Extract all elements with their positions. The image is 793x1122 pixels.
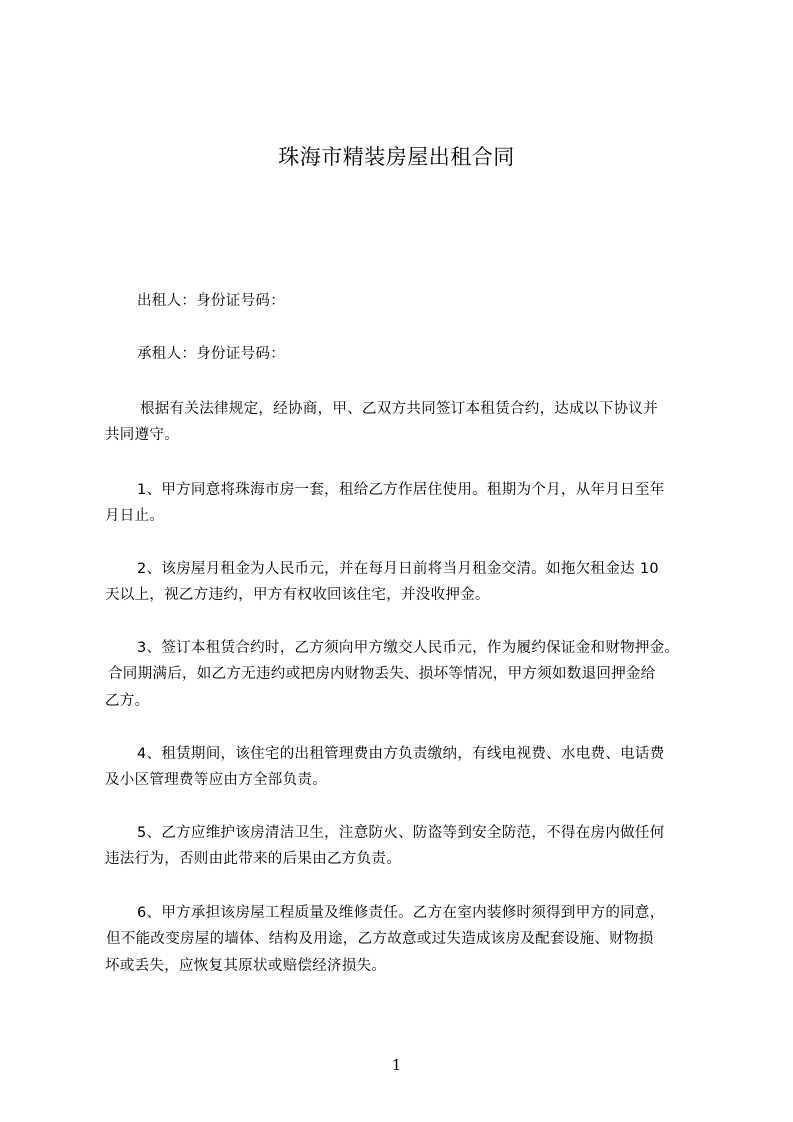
clause-1-line-2: 月日止。 (105, 508, 165, 524)
lessee-line: 承租人：身份证号码： (137, 346, 285, 362)
lessor-line: 出租人：身份证号码： (137, 293, 285, 309)
intro-line-2: 共同遵守。 (105, 427, 179, 443)
clause-6-line-3: 坏或丢失，应恢复其原状或赔偿经济损失。 (105, 958, 387, 974)
clause-4-line-2: 及小区管理费等应由方全部负责。 (105, 772, 327, 788)
clause-6-line-2: 但不能改变房屋的墙体、结构及用途，乙方故意或过失造成该房及配套设施、财物损 (106, 931, 654, 947)
clause-2-line-2: 天以上，视乙方违约，甲方有权收回该住宅，并没收押金。 (105, 587, 490, 603)
clause-3-line-2: 合同期满后，如乙方无违约或把房内财物丢失、损坏等情况，甲方须如数退回押金给 (108, 666, 656, 682)
clause-3-line-3: 乙方。 (105, 693, 150, 709)
clause-3-line-1: 3、签订本租赁合约时，乙方须向甲方缴交人民币元，作为履约保证金和财物押金。 (137, 640, 680, 656)
clause-2-line-1: 2、该房屋月租金为人民币元，并在每月日前将当月租金交清。如拖欠租金达 10 (137, 561, 659, 577)
clause-6-line-1: 6、甲方承担该房屋工程质量及维修责任。乙方在室内装修时须得到甲方的同意， (137, 905, 665, 921)
page-number: 1 (391, 1056, 402, 1074)
clause-5-line-1: 5、乙方应维护该房清洁卫生，注意防火、防盗等到安全防范，不得在房内做任何 (137, 825, 665, 841)
intro-line-1: 根据有关法律规定，经协商，甲、乙双方共同签订本租赁合约，达成以下协议并 (140, 401, 658, 417)
clause-5-line-2: 违法行为，否则由此带来的后果由乙方负责。 (105, 851, 401, 867)
clause-4-line-1: 4、租赁期间，该住宅的出租管理费由方负责缴纳，有线电视费、水电费、电话费 (137, 746, 665, 762)
clause-1-line-1: 1、甲方同意将珠海市房一套，租给乙方作居住使用。租期为个月，从年月日至年 (137, 482, 665, 498)
document-title: 珠海市精装房屋出租合同 (278, 145, 515, 169)
